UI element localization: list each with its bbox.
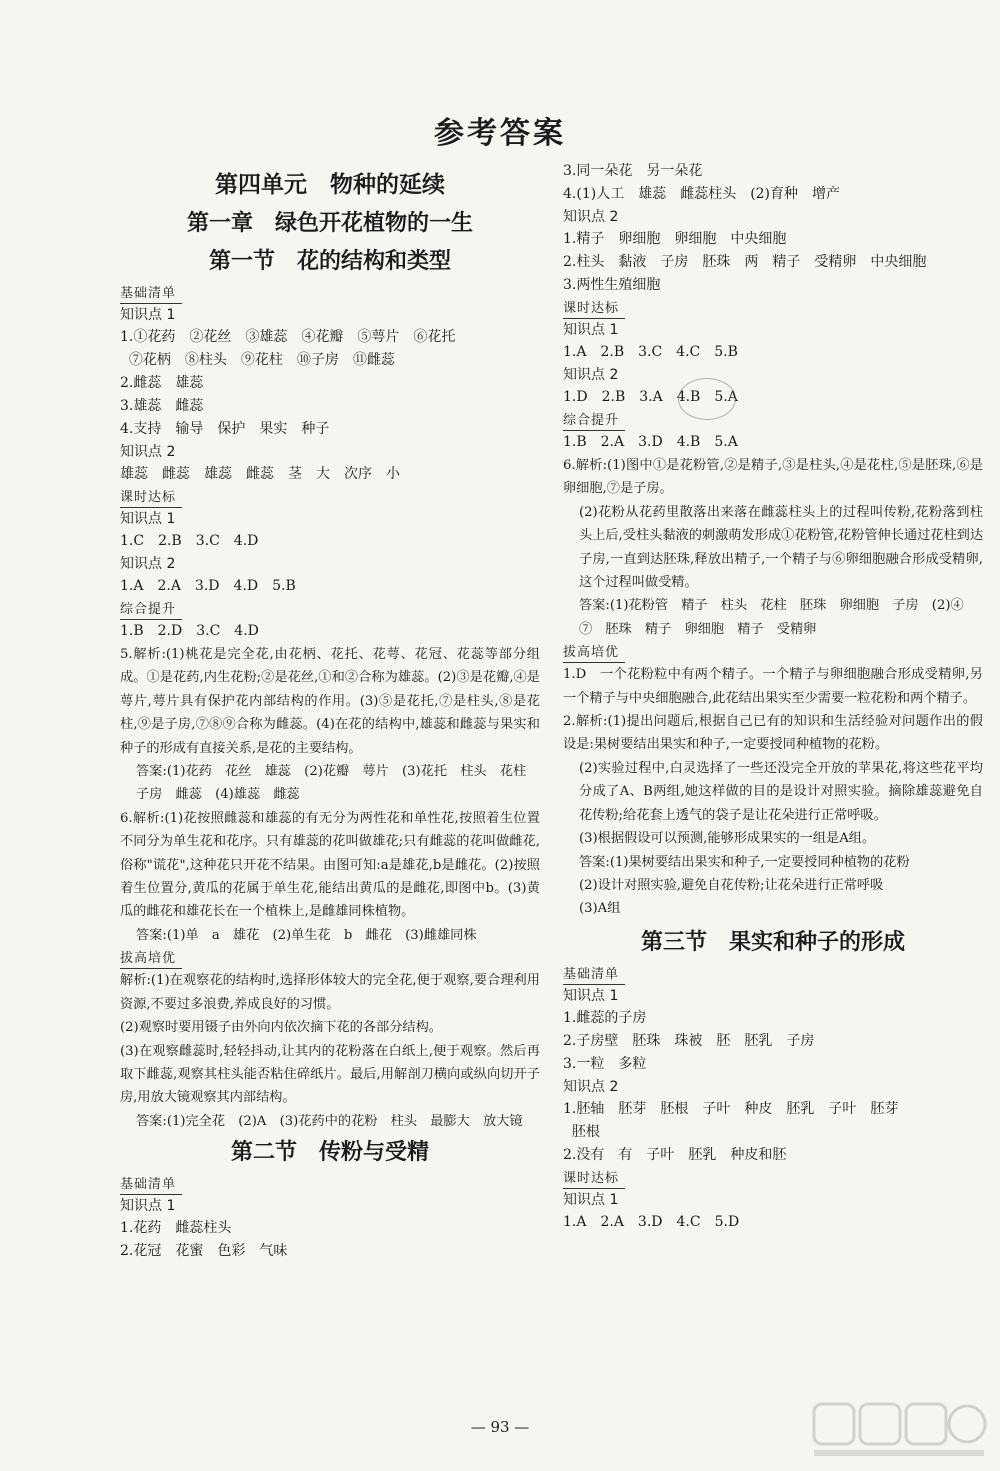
answer-line: 1.胚轴 胚芽 胚根 子叶 种皮 胚乳 子叶 胚芽 <box>563 1100 899 1117</box>
answer-line: 3.同一朵花 另一朵花 <box>563 163 703 179</box>
answer-line: 1.精子 卵细胞 卵细胞 中央细胞 <box>563 231 787 247</box>
tag-keshi: 课时达标 <box>120 489 182 508</box>
answer-paragraph: 答案:(1)果树要结出果实和种子,一定要授同种植物的花粉 <box>579 854 910 870</box>
answer-line: 1.A 2.A 3.D 4.D 5.B <box>120 578 296 594</box>
knowledge-point-label: 知识点 1 <box>563 987 619 1004</box>
explanation-paragraph: 6.解析:(1)花按照雌蕊和雄蕊的有无分为两性花和单性花,按照着生位置不同分为单生花和花序。只有雄蕊的花叫做雄花;只有雌蕊的花叫做雌花,俗称"谎花",这种花只开花不结果。由图可知:a是雄花,b是雌花。(2)按照着生位置分,黄瓜的花属于单生花,能结出黄瓜的是雌花,即图中b。(3)黄瓜的雌花和雄花长在一个植株上,是雌雄同株植物。 <box>120 810 540 920</box>
knowledge-point-label: 知识点 2 <box>563 367 619 383</box>
answer-paragraph: (3)A组 <box>579 901 621 917</box>
tag-tigao: 拔高培优 <box>563 644 625 663</box>
explanation-paragraph: 1.D 一个花粉粒中有两个精子。一个精子与卵细胞融合形成受精卵,另一个精子与中央细胞融合,此花结出果实至少需要一粒花粉和两个精子。 <box>563 667 983 706</box>
knowledge-point-label: 知识点 2 <box>563 1078 619 1095</box>
answer-line: ⑦花柄 ⑧柱头 ⑨花柱 ⑩子房 ⑪雌蕊 <box>120 352 395 368</box>
answer-line: 1.B 2.D 3.C 4.D <box>120 623 259 639</box>
answer-line: 3.两性生殖细胞 <box>563 277 661 293</box>
unit-heading: 第四单元 物种的延续 <box>215 172 445 198</box>
answer-paragraph: 答案:(1)单 a 雄花 (2)单生花 b 雌花 (3)雌雄同株 <box>136 927 477 943</box>
knowledge-point-label: 知识点 2 <box>563 209 619 225</box>
answer-line: 2.柱头 黏液 子房 胚珠 两 精子 受精卵 中央细胞 <box>563 254 927 270</box>
page-title: 参考答案 <box>434 116 566 151</box>
tag-zonghe: 综合提升 <box>563 412 625 431</box>
section-heading-3: 第三节 果实和种子的形成 <box>640 929 905 955</box>
answer-line: 1.D 2.B 3.A 4.B 5.A <box>563 389 738 405</box>
tag-jichu: 基础清单 <box>120 1176 182 1195</box>
explanation-paragraph: 5.解析:(1)桃花是完全花,由花柄、花托、花萼、花冠、花蕊等部分组成。①是花药,内生花粉;②是花丝,①和②合称为雄蕊。(2)③是花瓣,④是萼片,萼片具有保护花内部结构的作用。(3)⑤是花托,⑦是柱头,⑧是花柱,⑨是子房,⑦⑧⑨合称为雌蕊。(4)在花的结构中,雄蕊和雌蕊与果实和种子的形成有直接关系,是花的主要结构。 <box>120 647 540 756</box>
answer-paragraph: (2)设计对照实验,避免自花传粉;让花朵进行正常呼吸 <box>579 877 884 893</box>
section-heading-1: 第一节 花的结构和类型 <box>208 249 451 274</box>
knowledge-point-label: 知识点 1 <box>563 322 619 338</box>
answer-line: 1.①花药 ②花丝 ③雄蕊 ④花瓣 ⑤萼片 ⑥花托 <box>120 329 456 345</box>
tag-tigao: 拔高培优 <box>120 950 182 969</box>
explanation-paragraph: (3)在观察雌蕊时,轻轻抖动,让其内的花粉落在白纸上,便于观察。然后再取下雌蕊,观察其柱头能否粘住碎纸片。最后,用解剖刀横向或纵向切开子房,用放大镜观察其内部结构。 <box>120 1043 540 1106</box>
section-heading-2: 第二节 传粉与受精 <box>230 1140 429 1166</box>
answer-line: 1.雌蕊的子房 <box>563 1009 647 1026</box>
answer-line: 4.(1)人工 雄蕊 雌蕊柱头 (2)育种 增产 <box>563 186 841 202</box>
tag-jichu: 基础清单 <box>563 966 625 985</box>
answer-paragraph: 答案:(1)完全花 (2)A (3)花药中的花粉 柱头 最膨大 放大镜 <box>136 1113 523 1129</box>
explanation-paragraph: 解析:(1)在观察花的结构时,选择形体较大的完全花,便于观察,要合理利用资源,不要过多浪费,养成良好的习惯。 <box>120 973 540 1012</box>
right-column <box>563 160 983 1234</box>
answer-line: 1.花药 雌蕊柱头 <box>120 1220 232 1237</box>
explanation-paragraph: (2)花粉从花药里散落出来落在雌蕊柱头上的过程叫传粉,花粉落到柱头上后,受柱头黏液的刺激萌发形成①花粉管,花粉管伸长通过花柱到达子房,一直到达胚珠,释放出精子,一个精子与⑥卵细胞融合形成受精卵,这个过程叫做受精。 <box>579 504 984 591</box>
page-number: — 93 — <box>470 1418 530 1436</box>
answer-line: 雄蕊 雌蕊 雄蕊 雌蕊 茎 大 次序 小 <box>120 466 400 482</box>
left-column <box>120 160 540 1263</box>
answer-line: 2.没有 有 子叶 胚乳 种皮和胚 <box>563 1146 787 1163</box>
answer-line: 4.支持 输导 保护 果实 种子 <box>120 421 330 437</box>
explanation-paragraph: (2)观察时要用镊子由外向内依次摘下花的各部分结构。 <box>120 1020 442 1036</box>
answer-line: 3.一粒 多粒 <box>563 1055 647 1072</box>
answer-line: 1.A 2.B 3.C 4.C 5.B <box>563 344 738 360</box>
tag-keshi: 课时达标 <box>563 1170 625 1189</box>
chapter-heading: 第一章 绿色开花植物的一生 <box>186 211 473 236</box>
knowledge-point-label: 知识点 1 <box>563 1191 619 1208</box>
knowledge-point-label: 知识点 1 <box>120 307 176 323</box>
tag-keshi: 课时达标 <box>563 300 625 319</box>
tag-zonghe: 综合提升 <box>120 601 182 620</box>
knowledge-point-label: 知识点 2 <box>120 556 176 572</box>
answer-line: 1.C 2.B 3.C 4.D <box>120 533 259 549</box>
answer-line: 胚根 <box>563 1123 600 1140</box>
explanation-paragraph: (2)实验过程中,白灵选择了一些还没完全开放的苹果花,将这些花平均分成了A、B两组,她这样做的目的是设计对照实验。摘除雄蕊避免自花传粉;给花套上透气的袋子是让花朵进行正常呼吸。 <box>579 760 983 823</box>
explanation-paragraph: (3)根据假设可以预测,能够形成果实的一组是A组。 <box>579 831 876 847</box>
answer-line: 2.子房壁 胚珠 珠被 胚 胚乳 子房 <box>563 1032 815 1049</box>
knowledge-point-label: 知识点 2 <box>120 444 176 460</box>
explanation-paragraph: 6.解析:(1)图中①是花粉管,②是精子,③是柱头,④是花柱,⑤是胚珠,⑥是卵细胞,⑦是子房。 <box>563 458 983 497</box>
answer-line: 1.B 2.A 3.D 4.B 5.A <box>563 434 738 450</box>
answer-line: 2.雌蕊 雄蕊 <box>120 375 204 391</box>
explanation-paragraph: 2.解析:(1)提出问题后,根据自己已有的知识和生活经验对问题作出的假设是:果树要结出果实和种子,一定要授同种植物的花粉。 <box>563 714 983 753</box>
answer-paragraph: 答案:(1)花药 花丝 雄蕊 (2)花瓣 萼片 (3)花托 柱头 花柱 子房 雌蕊 (4)雄蕊 雌蕊 <box>136 764 540 803</box>
answer-line: 2.花冠 花蜜 色彩 气味 <box>120 1243 288 1260</box>
answer-paragraph: 答案:(1)花粉管 精子 柱头 花柱 胚珠 卵细胞 子房 (2)④ ⑦ 胚珠 精子 卵细胞 精子 受精卵 <box>579 598 977 637</box>
tag-jichu: 基础清单 <box>120 285 182 304</box>
watermark-logo <box>812 1400 987 1460</box>
stamp-mark <box>678 378 736 420</box>
knowledge-point-label: 知识点 1 <box>120 511 176 527</box>
answer-line: 1.A 2.A 3.D 4.C 5.D <box>563 1213 740 1230</box>
answer-line: 3.雄蕊 雌蕊 <box>120 398 204 414</box>
knowledge-point-label: 知识点 1 <box>120 1198 176 1215</box>
